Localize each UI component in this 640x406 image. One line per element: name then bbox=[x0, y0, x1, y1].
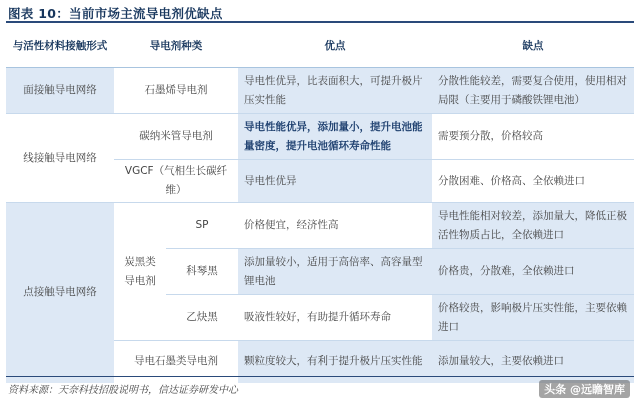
pros-cell: 导电性能优异，添加量小，提升电池能量密度，提升电池循环寿命性能 bbox=[238, 114, 432, 160]
comparison-table bbox=[6, 25, 634, 383]
cons-cell: 添加量较大，主要依赖进口 bbox=[432, 341, 634, 383]
contact-cell: 面接触导电网络 bbox=[6, 68, 114, 114]
pros-cell: 颗粒度较大，有利于提升极片压实性能 bbox=[238, 341, 432, 383]
table-row bbox=[6, 203, 634, 249]
pros-cell: 添加量较小，适用于高倍率、高容量型锂电池 bbox=[238, 249, 432, 295]
table-row bbox=[6, 114, 634, 160]
figure-title: 图表 10：当前市场主流导电剂优缺点 bbox=[8, 6, 223, 21]
source-note: 资料来源：天奈科技招股说明书，信达证券研发中心 bbox=[8, 385, 238, 396]
table-row bbox=[6, 68, 634, 114]
header-type: 导电剂种类 bbox=[114, 25, 238, 68]
pros-cell: 吸液性较好，有助提升循环寿命 bbox=[238, 295, 432, 341]
pros-cell: 导电性优异，比表面积大，可提升极片压实性能 bbox=[238, 68, 432, 114]
type-cell: 乙炔黑 bbox=[166, 295, 238, 341]
type-cell: 导电石墨类导电剂 bbox=[114, 341, 238, 383]
header-cons: 缺点 bbox=[432, 25, 634, 68]
type-cell: SP bbox=[166, 203, 238, 249]
cons-cell: 导电性能相对较差，添加量大，降低正极活性物质占比，全依赖进口 bbox=[432, 203, 634, 249]
cons-cell: 分散性能较差，需要复合使用，使用相对局限（主要用于磷酸铁锂电池） bbox=[432, 68, 634, 114]
header-contact: 与活性材料接触形式 bbox=[6, 25, 114, 68]
cons-cell: 需要预分散，价格较高 bbox=[432, 114, 634, 160]
table-header bbox=[6, 25, 634, 68]
pros-cell: 导电性优异 bbox=[238, 160, 432, 203]
pros-cell: 价格便宜，经济性高 bbox=[238, 203, 432, 249]
group-cell: 炭黑类导电剂 bbox=[114, 203, 166, 341]
header-pros: 优点 bbox=[238, 25, 432, 68]
cons-cell: 分散困难、价格高、全依赖进口 bbox=[432, 160, 634, 203]
cons-cell: 价格较贵，影响极片压实性能，主要依赖进口 bbox=[432, 295, 634, 341]
title-rule bbox=[6, 21, 634, 23]
footer-rule bbox=[6, 376, 634, 377]
watermark: 头条 @远瞻智库 bbox=[539, 380, 630, 398]
type-cell: 石墨烯导电剂 bbox=[114, 68, 238, 114]
contact-cell: 点接触导电网络 bbox=[6, 203, 114, 383]
type-cell: 碳纳米管导电剂 bbox=[114, 114, 238, 160]
contact-cell: 线接触导电网络 bbox=[6, 114, 114, 203]
type-cell: VGCF（气相生长碳纤维） bbox=[114, 160, 238, 203]
type-cell: 科琴黑 bbox=[166, 249, 238, 295]
cons-cell: 价格贵，分散难，全依赖进口 bbox=[432, 249, 634, 295]
